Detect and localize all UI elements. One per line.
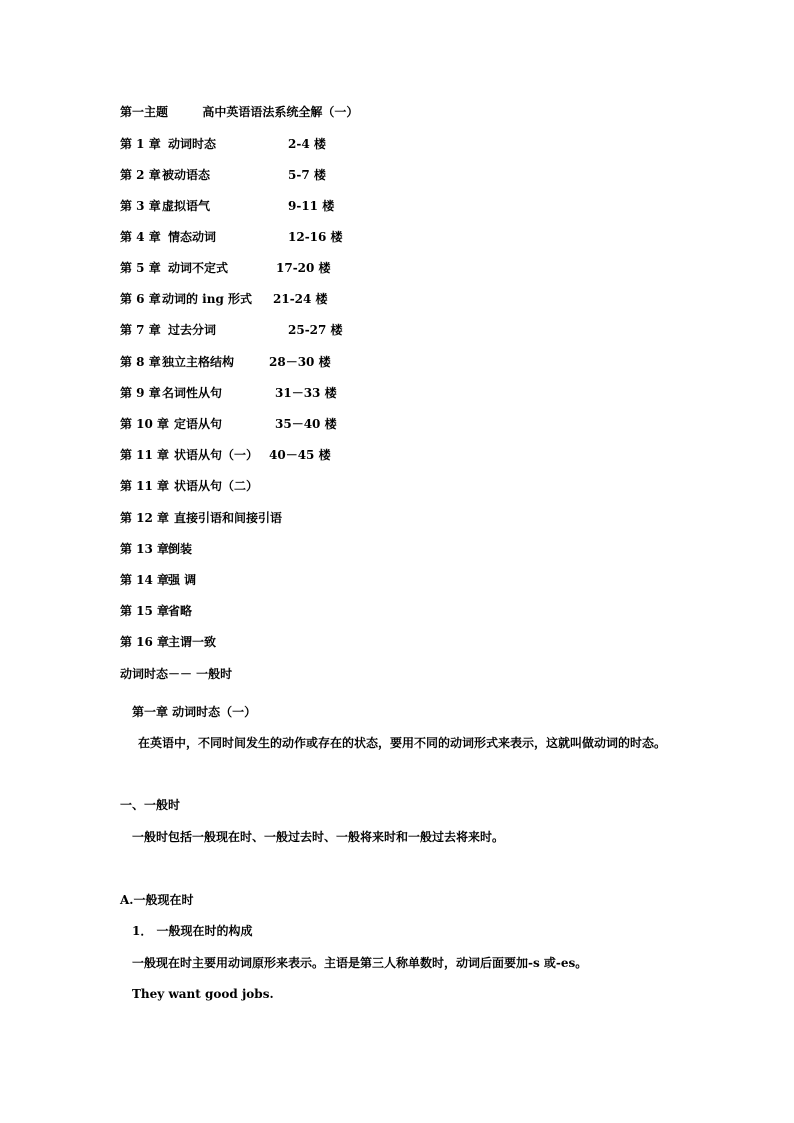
toc-chapter: 第 11 章 (120, 448, 170, 462)
toc-chapter: 第 16 章 (120, 635, 170, 649)
subsection-a-heading: A.一般现在时 (120, 893, 194, 907)
part1-paragraph: 一般时包括一般现在时、一般过去时、一般将来时和一般过去将来时。 (132, 830, 505, 844)
toc-chapter: 第 13 章 (120, 542, 170, 556)
toc-chapter: 第 4 章 (120, 230, 161, 244)
toc-title: 动词不定式 (168, 261, 229, 275)
toc-title: 虚拟语气 (162, 199, 211, 213)
toc-title: 名词性从句 (162, 386, 223, 400)
toc-title: 直接引语和间接引语 (174, 511, 283, 525)
part1-heading: 一、一般时 (120, 798, 181, 812)
toc-floors: 17-20 楼 (276, 261, 331, 275)
toc-title: 省略 (168, 604, 193, 618)
theme-header (120, 104, 358, 120)
intro-paragraph: 在英语中，不同时间发生的动作或存在的状态，要用不同的动词形式来表示，这就叫做动词的时态。 (138, 736, 667, 750)
toc-chapter: 第 7 章 (120, 323, 161, 337)
toc-title: 动词时态 (168, 137, 217, 151)
toc-title: 强 调 (168, 573, 197, 587)
toc-floors: 40－45 楼 (269, 448, 331, 462)
toc-chapter: 第 1 章 (120, 137, 161, 151)
toc-title: 独立主格结构 (162, 355, 235, 369)
toc-title: 过去分词 (168, 323, 217, 337)
toc-chapter: 第 15 章 (120, 604, 170, 618)
theme-title: 高中英语语法系统全解（一） (202, 105, 359, 119)
toc-title: 动词的 ing 形式 (162, 292, 253, 306)
toc-chapter: 第 2 章 (120, 168, 161, 182)
toc-chapter: 第 3 章 (120, 199, 161, 213)
toc-chapter: 第 10 章 (120, 417, 170, 431)
toc-floors: 12-16 楼 (288, 230, 343, 244)
toc-title: 被动语态 (162, 168, 211, 182)
toc-title: 主谓一致 (168, 635, 217, 649)
toc-chapter: 第 6 章 (120, 292, 161, 306)
toc-floors: 31－33 楼 (275, 386, 337, 400)
toc-title: 情态动词 (168, 230, 217, 244)
theme-label: 第一主题 (120, 105, 169, 119)
toc-chapter: 第 5 章 (120, 261, 161, 275)
toc-title: 状语从句（二） (174, 479, 259, 493)
toc-floors: 35－40 楼 (275, 417, 337, 431)
toc-floors: 5-7 楼 (288, 168, 326, 182)
toc-floors: 9-11 楼 (288, 199, 335, 213)
section-header: 动词时态－－ 一般时 (120, 667, 233, 681)
toc-chapter: 第 14 章 (120, 573, 170, 587)
toc-floors: 28－30 楼 (269, 355, 331, 369)
toc-title: 定语从句 (174, 417, 223, 431)
toc-title: 状语从句（一） (174, 448, 259, 462)
toc-floors: 25-27 楼 (288, 323, 343, 337)
toc-chapter: 第 8 章 (120, 355, 161, 369)
toc-chapter: 第 12 章 (120, 511, 170, 525)
toc-title: 倒装 (168, 542, 193, 556)
subsection-1-heading: 1． 一般现在时的构成 (132, 924, 253, 938)
chapter-heading: 第一章 动词时态（一） (132, 705, 257, 719)
toc-chapter: 第 9 章 (120, 386, 161, 400)
toc-chapter: 第 11 章 (120, 479, 170, 493)
toc-floors: 21-24 楼 (273, 292, 328, 306)
example-sentence: They want good jobs. (132, 987, 274, 1001)
subsection-1-paragraph: 一般现在时主要用动词原形来表示。主语是第三人称单数时，动词后面要加-s 或-es。 (132, 956, 588, 970)
toc-floors: 2-4 楼 (288, 137, 326, 151)
